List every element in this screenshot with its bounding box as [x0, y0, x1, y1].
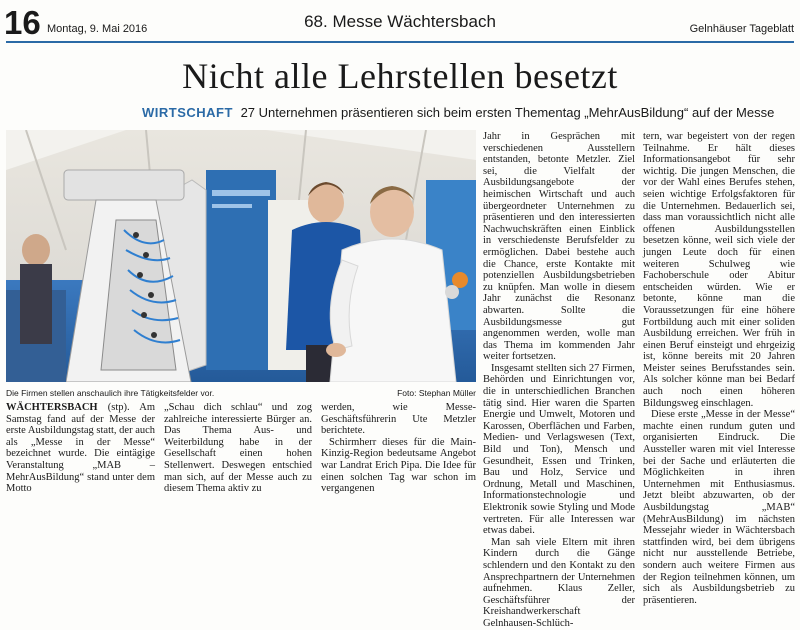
article-paragraph: „Schau dich schlau“ und zog zahlreiche interessierte Bürger an. Das Thema Aus- und Weiterbildung habe in der Gesellschaft einen hohen Stellenwert. Deswegen entschied man sich, auf der Messe auch zu diesem Thema aktiv zu	[164, 402, 312, 495]
newspaper-name: Gelnhäuser Tageblatt	[689, 23, 794, 35]
photo-caption: Die Firmen stellen anschaulich ihre Tätigkeitsfelder vor.	[6, 388, 215, 398]
article-column-3	[321, 402, 476, 495]
photo-caption-row	[6, 388, 476, 398]
article-paragraph: Man sah viele Eltern mit ihren Kindern durch die Gänge schlendern und den Kontakt zu den Ansprechpartnern der Unternehmen aufnehmen. Klaus Zeller, Geschäftsführer der Kreishandwerkerschaft Gelnhausen-Schlüch-	[483, 536, 635, 629]
page-header	[0, 0, 800, 46]
article-column-5	[643, 131, 795, 606]
article-paragraph: werden, wie Messe-Geschäftsführerin Ute Metzler berichtete.	[321, 402, 476, 437]
photo-credit: Foto: Stephan Müller	[397, 388, 476, 398]
article-paragraph: Jahr in Gesprächen mit verschiedenen Ausstellern entstanden, betonte Metzler. Ziel sei, die Vielfalt der Ausbildungsangebote der heimischen Wirtschaft und auch übergeordneter Unternehmen zu präsentieren und den interessierten Nachwuchskräften einen Einblick in verschiedenste Berufsfelder zu ermöglichen. Dabei bestehe auch die Chance, erste Kontakte mit potenziellen Ausbildungsbetrieben zu knüpfen. Man wolle in diesem Jahr zunächst die Resonanz abwarten. Sollte die Ausbildungsmesse gut angenommen werden, wolle man das Thema im kommenden Jahr weiter fortsetzen.	[483, 131, 635, 363]
article-paragraph: tern, war begeistert von der regen Teilnahme. Er hält dieses Informationsangebot für sehr wichtig. Die jungen Menschen, die vor der Wahl eines Berufes stehen, seien wichtige Erfolgsfaktoren für die Unternehmen. Bedauerlich sei, dass man voraussichtlich nicht alle offenen Ausbildungsstellen besetzen könne, weil sich viele der jungen Leute doch für einen weiteren Schulweg wie Fachoberschule oder Abitur entscheiden würden. Wie er betonte, könne man die Voraussetzungen für eine höhere Fortbildung auch mit einer soliden Ausbildung erreichen. Wer früh in einen Beruf einsteigt und ehrgeizig ist, könne bereits mit 20 Jahren Meister seines Berufsstandes sein. Als solcher könne man bei Bedarf auch noch einen höheren Bildungsweg einschlagen.	[643, 131, 795, 409]
section-title: 68. Messe Wächtersbach	[304, 12, 496, 31]
article-dateline: WÄCHTERSBACH	[6, 402, 98, 413]
page-number: 16	[4, 4, 41, 41]
article-headline: Nicht alle Lehrstellen besetzt	[182, 56, 618, 96]
article-subheadline: 27 Unternehmen präsentieren sich beim ersten Thementag „MehrAusBildung“ auf der Messe	[240, 105, 775, 120]
issue-date: Montag, 9. Mai 2016	[47, 23, 148, 35]
article-paragraph: WÄCHTERSBACH (stp). Am Samstag fand auf der Messe der erste Ausbildungstag statt, der auch als „Messe in der Messe“ bezeichnet wurde. Die eintägige Veranstaltung „MAB – MehrAusBildung“ stand unter dem Motto	[6, 402, 156, 495]
article-column-4	[483, 131, 635, 630]
article-column-1	[6, 402, 155, 495]
header-rule	[6, 41, 794, 43]
article-kicker	[142, 105, 774, 120]
article-photo	[6, 130, 476, 382]
article-paragraph: Insgesamt stellten sich 27 Firmen, Behörden und Einrichtungen vor, die in unterschiedlichen Branchen tätig sind. Hier waren die Sparten Energie und Umwelt, Motoren und Karossen, Oberflächen und Farben, Medien- und Verlagswesen (Text, Bild und Ton), Mensch und Gesundheit, Essen und Trinken, Bau und Holz, Service und Ordnung, Metall und Maschinen, Informationstechnologie und Elektronik sowie Styling und Mode vertreten. Für alle Interessen war etwas dabei.	[483, 362, 635, 537]
article-paragraph: Schirmherr dieses für die Main-Kinzig-Region bedeutsame Angebot war Landrat Erich Pipa. Die Idee für einen solchen Tag war schon im vergangenen	[321, 436, 476, 495]
article-category: WIRTSCHAFT	[142, 105, 233, 120]
article-column-2	[164, 402, 312, 495]
article-paragraph: Diese erste „Messe in der Messe“ machte einen rundum guten und organisierten Eindruck. Die Aussteller waren mit viel Interesse bei der Sache und erläuterten die Möglichkeiten in ihren Unternehmen mit Enthusiasmus. Jetzt bleibt abzuwarten, ob der Ausbildungstag „MAB“ (MehrAusBildung) im nächsten Messejahr wieder in Wächtersbach stattfinden wird, bei dem übrigens nicht nur ausstellende Betriebe, sondern auch weitere Firmen aus der Region teilnehmen können, um sich als Ausbildungsbetrieb zu präsentieren.	[643, 409, 795, 606]
exhibition-photo-illustration	[6, 130, 476, 382]
